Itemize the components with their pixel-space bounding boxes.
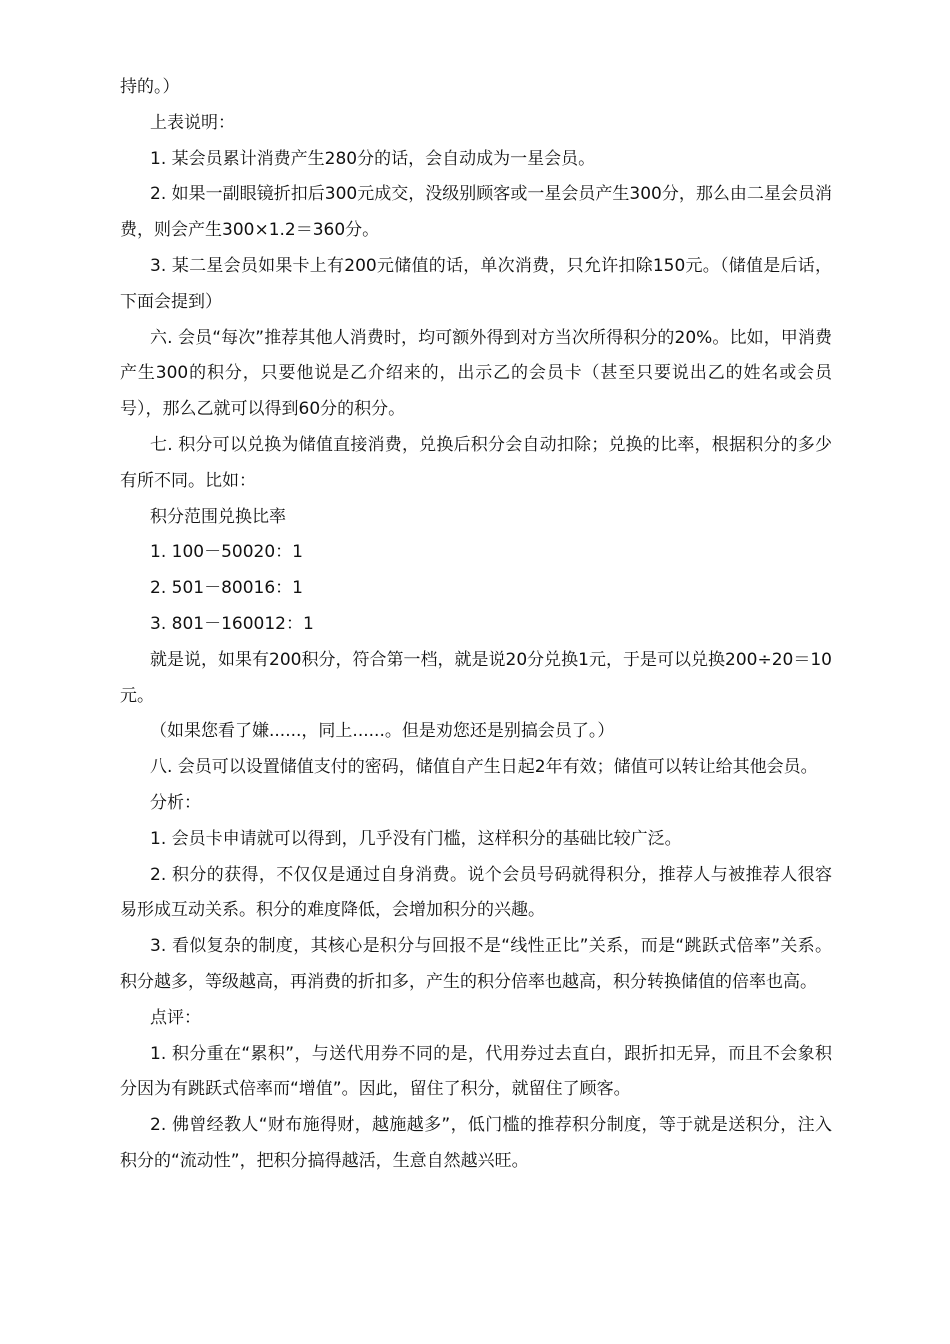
paragraph-ratio-tier-3: 3. 801－160012：1 bbox=[150, 613, 314, 634]
paragraph-review-2: 2. 佛曾经教人“财布施得财，越施越多”，低门槛的推荐积分制度，等于就是送积分，注入积分的“流动性”，把积分搞得越活，生意自然越兴旺。 bbox=[120, 1115, 832, 1171]
paragraph-note-2: 2. 如果一副眼镜折扣后300元成交，没级别顾客或一星会员产生300分，那么由二星会员消费，则会产生300×1.2＝360分。 bbox=[120, 184, 832, 241]
paragraph-table-note-heading: 上表说明： bbox=[150, 112, 235, 133]
paragraph-aside: （如果您看了嫌......，同上......。但是劝您还是别搞会员了。） bbox=[150, 721, 615, 742]
paragraph-note-1: 1. 某会员累计消费产生280分的话，会自动成为一星会员。 bbox=[150, 148, 596, 169]
paragraph-analysis-2: 2. 积分的获得，不仅仅是通过自身消费。说个会员号码就得积分，推荐人与被推荐人很容易形成互动关系。积分的难度降低，会增加积分的兴趣。 bbox=[120, 864, 832, 921]
paragraph-ratio-tier-1: 1. 100－50020：1 bbox=[150, 542, 303, 563]
paragraph-note-3: 3. 某二星会员如果卡上有200元储值的话，单次消费，只允许扣除150元。（储值是后话，下面会提到） bbox=[120, 255, 832, 312]
paragraph-review-1: 1. 积分重在“累积”，与送代用券不同的是，代用券过去直白，跟折扣无异，而且不会象积分因为有跳跃式倍率而“增值”。因此，留住了积分，就留住了顾客。 bbox=[120, 1043, 832, 1100]
document-body bbox=[120, 70, 832, 1180]
paragraph-section-8: 八. 会员可以设置储值支付的密码，储值自产生日起2年有效；储值可以转让给其他会员。 bbox=[150, 757, 818, 778]
paragraph-section-6: 六. 会员“每次”推荐其他人消费时，均可额外得到对方当次所得积分的20%。比如，甲消费产生300的积分，只要他说是乙介绍来的，出示乙的会员卡（甚至只要说出乙的姓名或会员号），那么乙就可以得到60分的积分。 bbox=[120, 327, 832, 420]
paragraph-ratio-tier-2: 2. 501－80016：1 bbox=[150, 578, 303, 599]
paragraph-analysis-3: 3. 看似复杂的制度，其核心是积分与回报不是“线性正比”关系，而是“跳跃式倍率”关系。积分越多，等级越高，再消费的折扣多，产生的积分倍率也越高，积分转换储值的倍率也高。 bbox=[120, 936, 832, 992]
paragraph-example: 就是说，如果有200积分，符合第一档，就是说20分兑换1元，于是可以兑换200÷20＝10元。 bbox=[120, 649, 832, 706]
paragraph-section-7: 七. 积分可以兑换为储值直接消费，兑换后积分会自动扣除；兑换的比率，根据积分的多少有所不同。比如： bbox=[120, 434, 832, 491]
paragraph-continuation: 持的。） bbox=[120, 77, 180, 97]
paragraph-analysis-heading: 分析： bbox=[150, 792, 201, 813]
paragraph-analysis-1: 1. 会员卡申请就可以得到，几乎没有门槛，这样积分的基础比较广泛。 bbox=[150, 828, 682, 849]
paragraph-review-heading: 点评： bbox=[150, 1007, 201, 1028]
paragraph-ratio-header: 积分范围兑换比率 bbox=[150, 506, 286, 527]
